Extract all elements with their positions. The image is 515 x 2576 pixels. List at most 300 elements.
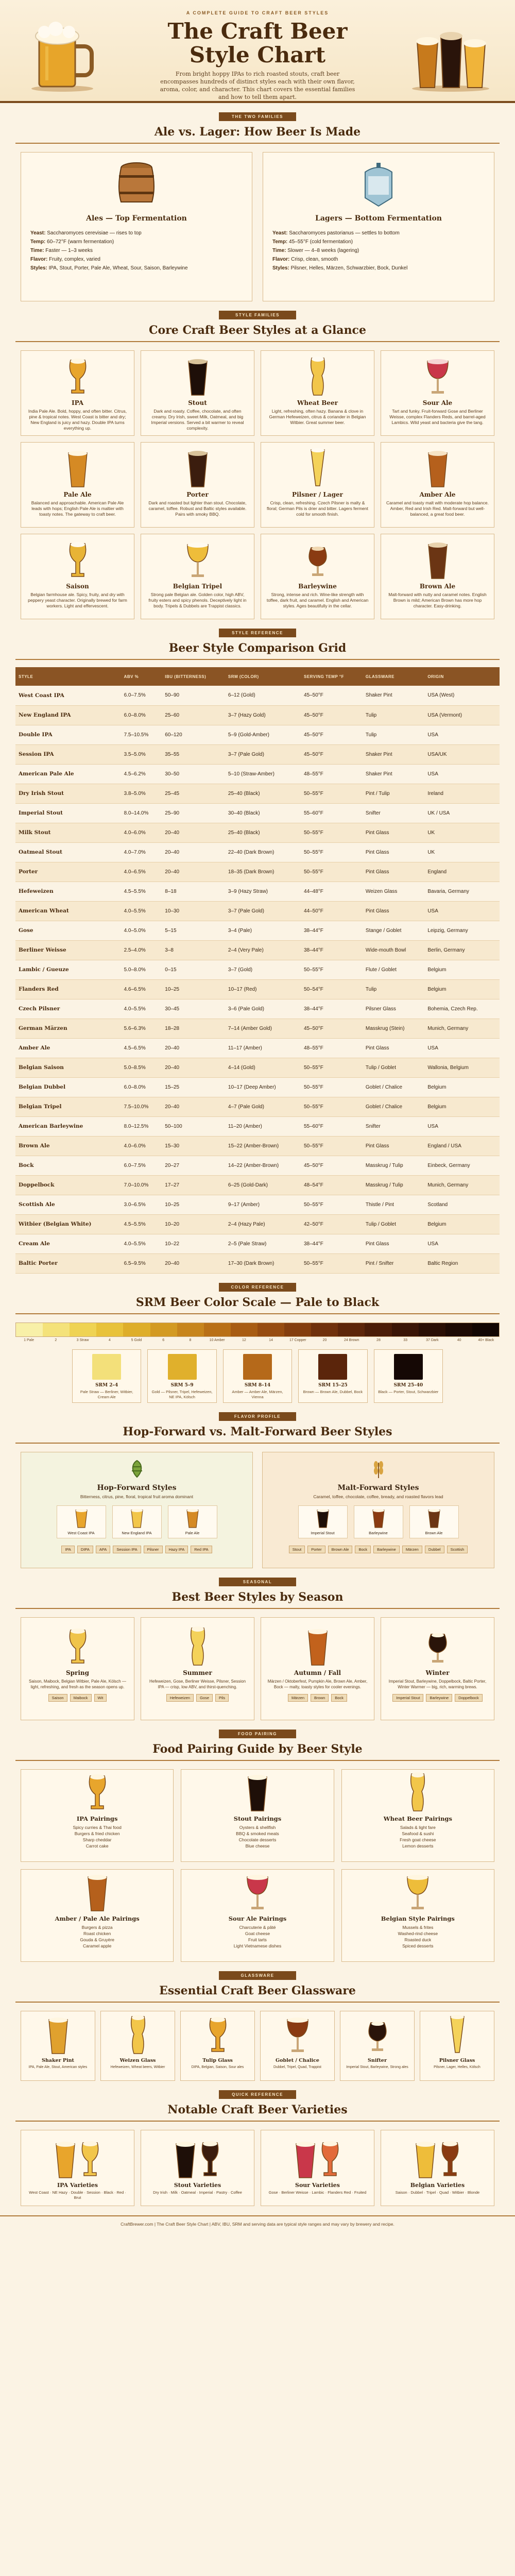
table-cell: 15–30 xyxy=(162,1136,225,1156)
food-pairing-item: Fresh goat cheese xyxy=(400,1837,436,1842)
style-card xyxy=(141,534,254,619)
table-cell: Pint Glass xyxy=(363,901,424,921)
section-title: Core Craft Beer Styles at a Glance xyxy=(149,324,366,337)
beer-glass-icon xyxy=(28,1775,166,1812)
style-tag: Session IPA xyxy=(113,1546,141,1553)
comparison-section xyxy=(0,619,515,1274)
beer-glass-icon xyxy=(266,1623,369,1666)
hop-forward-card xyxy=(21,1452,253,1568)
table-cell: Munich, Germany xyxy=(424,1019,500,1038)
table-cell: Brown Ale xyxy=(15,1136,121,1156)
style-card-desc: Balanced and approachable. American Pale Ale leads with hops; English Pale Ale is maltier with toasty notes. The gateway to craft beer. xyxy=(31,500,124,517)
table-cell: 45–50°F xyxy=(301,725,363,744)
table-cell: 4.0–6.0% xyxy=(121,823,162,842)
table-cell: 30–50 xyxy=(162,764,225,784)
style-card-title: Belgian Tripel xyxy=(173,583,222,590)
food-pairing-item: Burgers & fried chicken xyxy=(74,1831,120,1836)
srm-scale-label: 17 Copper xyxy=(289,1338,306,1342)
table-cell: 50–55°F xyxy=(301,1077,363,1097)
table-cell: 42–50°F xyxy=(301,1214,363,1234)
table-cell: 6.5–9.5% xyxy=(121,1253,162,1273)
table-cell: 25–60 xyxy=(162,705,225,725)
glass-icon xyxy=(25,2015,91,2055)
glassware-card xyxy=(100,2011,175,2081)
table-cell: 45–50°F xyxy=(301,1156,363,1175)
table-cell: 8.0–14.0% xyxy=(121,803,162,823)
table-cell: 10–17 (Red) xyxy=(225,979,301,999)
table-cell: 50–55°F xyxy=(301,1058,363,1077)
table-cell: 2–4 (Hazy Pale) xyxy=(225,1214,301,1234)
table-cell: German Märzen xyxy=(15,1019,121,1038)
barrel-icon xyxy=(116,162,157,208)
food-pairing-title: Sour Ale Pairings xyxy=(228,1914,287,1922)
table-cell: Milk Stout xyxy=(15,823,121,842)
header-kicker: A COMPLETE GUIDE TO CRAFT BEER STYLES xyxy=(186,10,329,15)
style-card-desc: Malt-forward with nutty and caramel notes. English Brown is mild; American Brown has more hop character. Easy-drinking. xyxy=(388,592,487,608)
style-card-title: Barleywine xyxy=(298,583,337,590)
table-cell: 4.0–7.0% xyxy=(121,842,162,862)
table-cell: USA xyxy=(424,725,500,744)
srm-scale-label: 3 Straw xyxy=(76,1338,89,1342)
table-cell: Snifter xyxy=(363,803,424,823)
table-cell: 50–55°F xyxy=(301,842,363,862)
header-intro: From bright hoppy IPAs to rich roasted stouts, craft beer encompasses hundreds of distinct styles each with their own flavor, aroma, color, and character. This chart covers the essential families and how to tell them apart. xyxy=(160,71,355,100)
style-card-title: Wheat Beer xyxy=(297,399,338,406)
style-tag: Hazy IPA xyxy=(165,1546,188,1553)
table-cell: 3–7 (Pale Gold) xyxy=(225,744,301,764)
beer-glass-icon xyxy=(299,1508,347,1529)
table-cell: Pint Glass xyxy=(363,862,424,882)
divider xyxy=(15,143,500,144)
table-row xyxy=(15,823,500,842)
table-cell: Einbeck, Germany xyxy=(424,1156,500,1175)
table-row xyxy=(15,1253,500,1273)
glassware-desc: Pilsner, Lager, Helles, Kölsch xyxy=(434,2065,480,2069)
beer-glass-icon xyxy=(386,538,489,580)
beer-glass-icon xyxy=(266,538,369,580)
table-cell: 2–5 (Pale Straw) xyxy=(225,1234,301,1253)
style-card xyxy=(261,534,374,619)
divider xyxy=(15,2002,500,2003)
glassware-desc: Imperial Stout, Barleywine, Strong ales xyxy=(346,2065,408,2069)
beer-glasses-icon xyxy=(407,21,494,93)
variety-title: Belgian Varieties xyxy=(410,2181,465,2189)
beer-glass-icon xyxy=(188,1775,326,1812)
beer-glass-icon xyxy=(26,447,129,488)
table-cell: 10–25 xyxy=(162,1195,225,1214)
table-cell: Pint / Snifter xyxy=(363,1253,424,1273)
glassware-card xyxy=(180,2011,255,2081)
srm-color-swatch xyxy=(92,1354,121,1380)
glass-icon xyxy=(345,2015,410,2055)
beer-glass-icon xyxy=(349,1875,487,1912)
srm-section xyxy=(0,1274,515,1403)
table-cell: Gose xyxy=(15,921,121,940)
table-cell: 5–10 (Straw-Amber) xyxy=(225,764,301,784)
table-cell: 38–44°F xyxy=(301,940,363,960)
variety-desc: Gose · Berliner Weisse · Lambic · Flanders Red · Fruited xyxy=(268,2190,367,2195)
hop-forward-sub: Bitterness, citrus, pine, floral, tropical fruit aroma dominant xyxy=(80,1494,194,1499)
table-cell: 5.6–6.3% xyxy=(121,1019,162,1038)
food-section xyxy=(0,1720,515,1962)
srm-card-desc: Amber — Amber Ale, Märzen, Vienna xyxy=(232,1389,283,1399)
divider xyxy=(15,1760,500,1761)
table-cell: 48–55°F xyxy=(301,1038,363,1058)
style-card xyxy=(261,350,374,436)
style-tag: IPA xyxy=(61,1546,75,1553)
season-title: Spring xyxy=(65,1669,90,1676)
table-cell: Masskrug / Tulip xyxy=(363,1156,424,1175)
srm-card-desc: Pale Straw — Berliner, Witbier, Cream Ale xyxy=(80,1389,133,1399)
table-row xyxy=(15,1175,500,1195)
style-tag: Scottish xyxy=(447,1546,468,1553)
table-cell: England / USA xyxy=(424,1136,500,1156)
table-cell: 50–55°F xyxy=(301,784,363,803)
table-cell: Ireland xyxy=(424,784,500,803)
food-pairing-card xyxy=(21,1769,174,1862)
season-desc: Saison, Maibock, Belgian Witbier, Pale Ale, Kölsch — light, refreshing, and fresh as the season opens up. xyxy=(29,1679,126,1689)
srm-swatch xyxy=(472,1323,499,1336)
food-pairing-item: Carrot cake xyxy=(85,1843,109,1849)
table-cell: 4.5–6.5% xyxy=(121,1038,162,1058)
table-cell: 18–28 xyxy=(162,1019,225,1038)
table-cell: UK xyxy=(424,823,500,842)
beer-glasses-icon xyxy=(25,2134,130,2179)
variety-card xyxy=(141,2130,254,2206)
table-row xyxy=(15,1214,500,1234)
table-cell: USA xyxy=(424,901,500,921)
table-cell: 45–50°F xyxy=(301,1019,363,1038)
glassware-title: Tulip Glass xyxy=(202,2057,233,2063)
table-row xyxy=(15,901,500,921)
table-cell: 20–27 xyxy=(162,1156,225,1175)
season-section xyxy=(0,1568,515,1720)
table-row xyxy=(15,1019,500,1038)
table-cell: 5.0–8.0% xyxy=(121,960,162,979)
srm-scale-label: 4 xyxy=(108,1338,111,1342)
hop-cone-icon xyxy=(127,1459,147,1479)
srm-scale-label: 14 xyxy=(269,1338,273,1342)
table-cell: 50–100 xyxy=(162,1116,225,1136)
food-pairing-item: Burgers & pizza xyxy=(81,1924,113,1930)
ale-vs-lager-section xyxy=(0,103,515,301)
food-pairing-item: Lemon desserts xyxy=(402,1843,434,1849)
flavor-example: Pale Ale xyxy=(168,1505,217,1538)
food-pairing-item: Blue cheese xyxy=(245,1843,270,1849)
table-cell: 9–17 (Amber) xyxy=(225,1195,301,1214)
glassware-desc: DIPA, Belgian, Saison, Sour ales xyxy=(191,2065,244,2069)
table-cell: 0–15 xyxy=(162,960,225,979)
beer-glasses-icon xyxy=(145,2134,250,2179)
beer-glass-icon xyxy=(168,1508,217,1529)
table-row xyxy=(15,1195,500,1214)
table-cell: Baltic Region xyxy=(424,1253,500,1273)
table-cell: 4.5–5.5% xyxy=(121,1214,162,1234)
season-tag: Doppelbock xyxy=(455,1694,483,1702)
section-badge: COLOR REFERENCE xyxy=(219,1283,296,1292)
table-cell: 4.5–5.5% xyxy=(121,882,162,901)
table-cell: Flanders Red xyxy=(15,979,121,999)
table-cell: 48–55°F xyxy=(301,764,363,784)
section-badge: STYLE REFERENCE xyxy=(219,629,296,637)
table-cell: American Wheat xyxy=(15,901,121,921)
page-header xyxy=(0,0,515,103)
food-pairing-card xyxy=(21,1869,174,1962)
table-row xyxy=(15,1058,500,1077)
food-pairing-item: Sharp cheddar xyxy=(82,1837,112,1842)
style-card xyxy=(381,534,494,619)
food-pairing-item: Chocolate desserts xyxy=(238,1837,277,1842)
season-card xyxy=(381,1617,494,1720)
style-tag: Pilsner xyxy=(144,1546,163,1553)
beer-glass-icon xyxy=(146,355,249,396)
table-row xyxy=(15,1116,500,1136)
table-cell: Shaker Pint xyxy=(363,744,424,764)
table-cell: 50–54°F xyxy=(301,979,363,999)
table-cell: 3–8 xyxy=(162,940,225,960)
section-title: Food Pairing Guide by Beer Style xyxy=(152,1742,363,1756)
season-tag: Saison xyxy=(48,1694,67,1702)
style-card-desc: Crisp, clean, refreshing. Czech Pilsner is malty & floral; German Pils is drier and bitter. Lagers ferment cold for smooth finish. xyxy=(267,500,368,517)
table-cell: 2–4 (Very Pale) xyxy=(225,940,301,960)
table-cell: USA (Vermont) xyxy=(424,705,500,725)
variety-title: Stout Varieties xyxy=(174,2181,221,2189)
food-pairing-item: Goat cheese xyxy=(245,1930,270,1936)
table-cell: 25–40 (Black) xyxy=(225,784,301,803)
srm-card-desc: Brown — Brown Ale, Dubbel, Bock xyxy=(303,1389,363,1394)
table-row xyxy=(15,764,500,784)
table-row xyxy=(15,1077,500,1097)
beer-glass-icon xyxy=(26,538,129,580)
srm-scale-label: 40+ Black xyxy=(478,1338,494,1342)
table-column-header: IBU (BITTERNESS) xyxy=(162,667,225,686)
table-cell: Belgium xyxy=(424,1214,500,1234)
table-cell: 50–55°F xyxy=(301,1136,363,1156)
srm-card xyxy=(147,1349,216,1403)
table-row xyxy=(15,705,500,725)
table-cell: 60–120 xyxy=(162,725,225,744)
table-column-header: SERVING TEMP °F xyxy=(301,667,363,686)
flavor-example: Imperial Stout xyxy=(298,1505,348,1538)
table-cell: Witbier (Belgian White) xyxy=(15,1214,121,1234)
variety-card xyxy=(261,2130,374,2206)
table-cell: Belgian Saison xyxy=(15,1058,121,1077)
table-cell: 10–20 xyxy=(162,1214,225,1234)
table-cell: 38–44°F xyxy=(301,921,363,940)
table-cell: 20–40 xyxy=(162,842,225,862)
srm-card xyxy=(72,1349,141,1403)
srm-swatch xyxy=(392,1323,419,1336)
srm-color-swatch xyxy=(168,1354,197,1380)
page-footer: CraftBrewer.com | The Craft Beer Style Chart | ABV, IBU, SRM and serving data are typical style ranges and may vary by brewery and recipe. xyxy=(0,2215,515,2233)
variety-title: Sour Varieties xyxy=(295,2181,340,2189)
season-tag: Wit xyxy=(94,1694,107,1702)
table-cell: Porter xyxy=(15,862,121,882)
style-card xyxy=(21,442,134,528)
style-card xyxy=(141,442,254,528)
table-row xyxy=(15,1038,500,1058)
table-cell: 8–18 xyxy=(162,882,225,901)
table-row xyxy=(15,686,500,705)
table-row xyxy=(15,921,500,940)
table-cell: Baltic Porter xyxy=(15,1253,121,1273)
table-cell: Cream Ale xyxy=(15,1234,121,1253)
beer-glass-icon xyxy=(26,1623,129,1666)
style-tag: Red IPA xyxy=(191,1546,212,1553)
table-cell: Stange / Goblet xyxy=(363,921,424,940)
table-cell: Pint Glass xyxy=(363,1234,424,1253)
srm-card-title: SRM 2–4 xyxy=(95,1382,118,1388)
srm-card-desc: Black — Porter, Stout, Schwarzbier xyxy=(378,1389,439,1394)
glassware-card xyxy=(260,2011,335,2081)
divider xyxy=(15,341,500,342)
table-row xyxy=(15,842,500,862)
season-tag: Gose xyxy=(196,1694,213,1702)
style-tag: Dubbel xyxy=(425,1546,444,1553)
table-column-header: STYLE xyxy=(15,667,121,686)
table-cell: 55–60°F xyxy=(301,803,363,823)
beer-glass-icon xyxy=(146,1623,249,1666)
season-tag: Pils xyxy=(215,1694,229,1702)
beer-glass-icon xyxy=(386,1623,489,1666)
table-row xyxy=(15,960,500,979)
srm-card xyxy=(223,1349,292,1403)
table-cell: Flute / Goblet xyxy=(363,960,424,979)
season-card xyxy=(21,1617,134,1720)
fermenter-tank-icon xyxy=(358,162,399,208)
table-cell: 10–25 xyxy=(162,979,225,999)
style-card-title: Pale Ale xyxy=(63,491,92,498)
table-cell: Belgium xyxy=(424,1097,500,1116)
style-card-title: Pilsner / Lager xyxy=(292,491,343,498)
section-title: Beer Style Comparison Grid xyxy=(168,641,347,655)
table-cell: 3.0–6.5% xyxy=(121,1195,162,1214)
srm-swatch xyxy=(16,1323,43,1336)
table-cell: 20–40 xyxy=(162,1253,225,1273)
srm-scale-label: 24 Brown xyxy=(344,1338,359,1342)
food-pairing-title: Belgian Style Pairings xyxy=(381,1914,455,1922)
table-cell: 3–7 (Hazy Gold) xyxy=(225,705,301,725)
variety-title: IPA Varieties xyxy=(57,2181,98,2189)
srm-color-scale xyxy=(15,1323,500,1337)
lager-card-title: Lagers — Bottom Fermentation xyxy=(315,214,442,223)
beer-glass-icon xyxy=(410,1508,458,1529)
table-header-row xyxy=(15,667,500,686)
table-cell: Shaker Pint xyxy=(363,764,424,784)
table-cell: Munich, Germany xyxy=(424,1175,500,1195)
glassware-title: Snifter xyxy=(368,2057,387,2063)
table-cell: 20–40 xyxy=(162,1058,225,1077)
core-styles-section xyxy=(0,301,515,619)
divider xyxy=(15,659,500,660)
style-card-title: Brown Ale xyxy=(419,583,456,590)
table-cell: 3–4 (Pale) xyxy=(225,921,301,940)
food-pairing-title: IPA Pairings xyxy=(76,1815,118,1822)
table-cell: 50–90 xyxy=(162,686,225,705)
table-cell: 20–40 xyxy=(162,862,225,882)
table-cell: USA/UK xyxy=(424,744,500,764)
food-pairing-item: Salads & light fare xyxy=(400,1824,436,1830)
srm-swatch xyxy=(231,1323,258,1336)
table-cell: 20–40 xyxy=(162,823,225,842)
style-card-desc: Dark and roasted but lighter than stout. Chocolate, caramel, toffee. Robust and Baltic styles available. Pairs with smoky BBQ. xyxy=(148,500,247,517)
srm-scale-label: 20 xyxy=(322,1338,327,1342)
glass-icon xyxy=(185,2015,250,2055)
food-pairing-item: Fruit tarts xyxy=(248,1937,267,1942)
table-row xyxy=(15,1136,500,1156)
section-badge: SEASONAL xyxy=(219,1578,296,1586)
table-row xyxy=(15,882,500,901)
table-cell: 30–45 xyxy=(162,999,225,1019)
table-cell: Belgian Dubbel xyxy=(15,1077,121,1097)
table-column-header: SRM (COLOR) xyxy=(225,667,301,686)
food-pairing-title: Stout Pairings xyxy=(233,1815,282,1822)
table-cell: Hefeweizen xyxy=(15,882,121,901)
season-desc: Märzen / Oktoberfest, Pumpkin Ale, Brown Ale, Amber, Bock — malty, toasty styles for cooler evenings. xyxy=(267,1679,368,1689)
table-cell: 15–22 (Amber-Brown) xyxy=(225,1136,301,1156)
table-cell: Amber Ale xyxy=(15,1038,121,1058)
table-cell: Czech Pilsner xyxy=(15,999,121,1019)
season-card xyxy=(261,1617,374,1720)
style-card xyxy=(21,350,134,436)
table-cell: Weizen Glass xyxy=(363,882,424,901)
section-title: Essential Craft Beer Glassware xyxy=(159,1984,356,1997)
table-cell: 18–35 (Dark Brown) xyxy=(225,862,301,882)
ale-card-title: Ales — Top Fermentation xyxy=(86,214,187,223)
beer-glass-icon xyxy=(266,447,369,488)
style-card-desc: Caramel and toasty malt with moderate hop balance. Amber, Red and Irish Red. Malt-forward but well-balanced, a great food beer. xyxy=(386,500,489,517)
food-pairing-card xyxy=(181,1869,334,1962)
table-row xyxy=(15,784,500,803)
style-tag: Porter xyxy=(307,1546,325,1553)
table-column-header: ABV % xyxy=(121,667,162,686)
table-cell: Scotland xyxy=(424,1195,500,1214)
food-pairing-item: Gouda & Gruyère xyxy=(80,1937,114,1942)
section-badge: THE TWO FAMILIES xyxy=(219,112,296,121)
section-badge: FOOD PAIRING xyxy=(219,1730,296,1738)
table-cell: Shaker Pint xyxy=(363,686,424,705)
season-tag: Imperial Stout xyxy=(392,1694,423,1702)
srm-swatch xyxy=(338,1323,365,1336)
flavor-example: West Coast IPA xyxy=(57,1505,106,1538)
table-cell: Belgium xyxy=(424,960,500,979)
table-cell: 4–7 (Pale Gold) xyxy=(225,1097,301,1116)
table-cell: American Pale Ale xyxy=(15,764,121,784)
table-cell: 2.5–4.0% xyxy=(121,940,162,960)
hop-forward-title: Hop-Forward Styles xyxy=(97,1483,177,1492)
style-card-desc: Strong, intense and rich. Wine-like strength with toffee, dark fruit, and caramel. English and American styles. Ages beautifully in the cellar. xyxy=(266,592,369,608)
table-cell: Tulip / Goblet xyxy=(363,1214,424,1234)
table-cell: 6.0–8.0% xyxy=(121,705,162,725)
table-cell: 10–22 xyxy=(162,1234,225,1253)
food-pairing-item: Light Vietnamese dishes xyxy=(233,1943,282,1948)
core-styles-grid xyxy=(21,350,494,619)
section-title: Best Beer Styles by Season xyxy=(171,1590,344,1604)
season-tag: Barleywine xyxy=(426,1694,452,1702)
glassware-desc: IPA, Pale Ale, Stout, American styles xyxy=(28,2065,88,2069)
season-tag: Brown xyxy=(311,1694,329,1702)
malt-forward-card xyxy=(262,1452,494,1568)
beer-glass-icon xyxy=(188,1875,326,1912)
table-cell: Bavaria, Germany xyxy=(424,882,500,901)
style-tag: Stout xyxy=(289,1546,305,1553)
srm-swatch xyxy=(43,1323,70,1336)
table-cell: 48–54°F xyxy=(301,1175,363,1195)
food-pairing-card xyxy=(181,1769,334,1862)
table-cell: Masskrug / Tulip xyxy=(363,1175,424,1195)
table-cell: Pint Glass xyxy=(363,842,424,862)
glass-icon xyxy=(424,2015,490,2055)
